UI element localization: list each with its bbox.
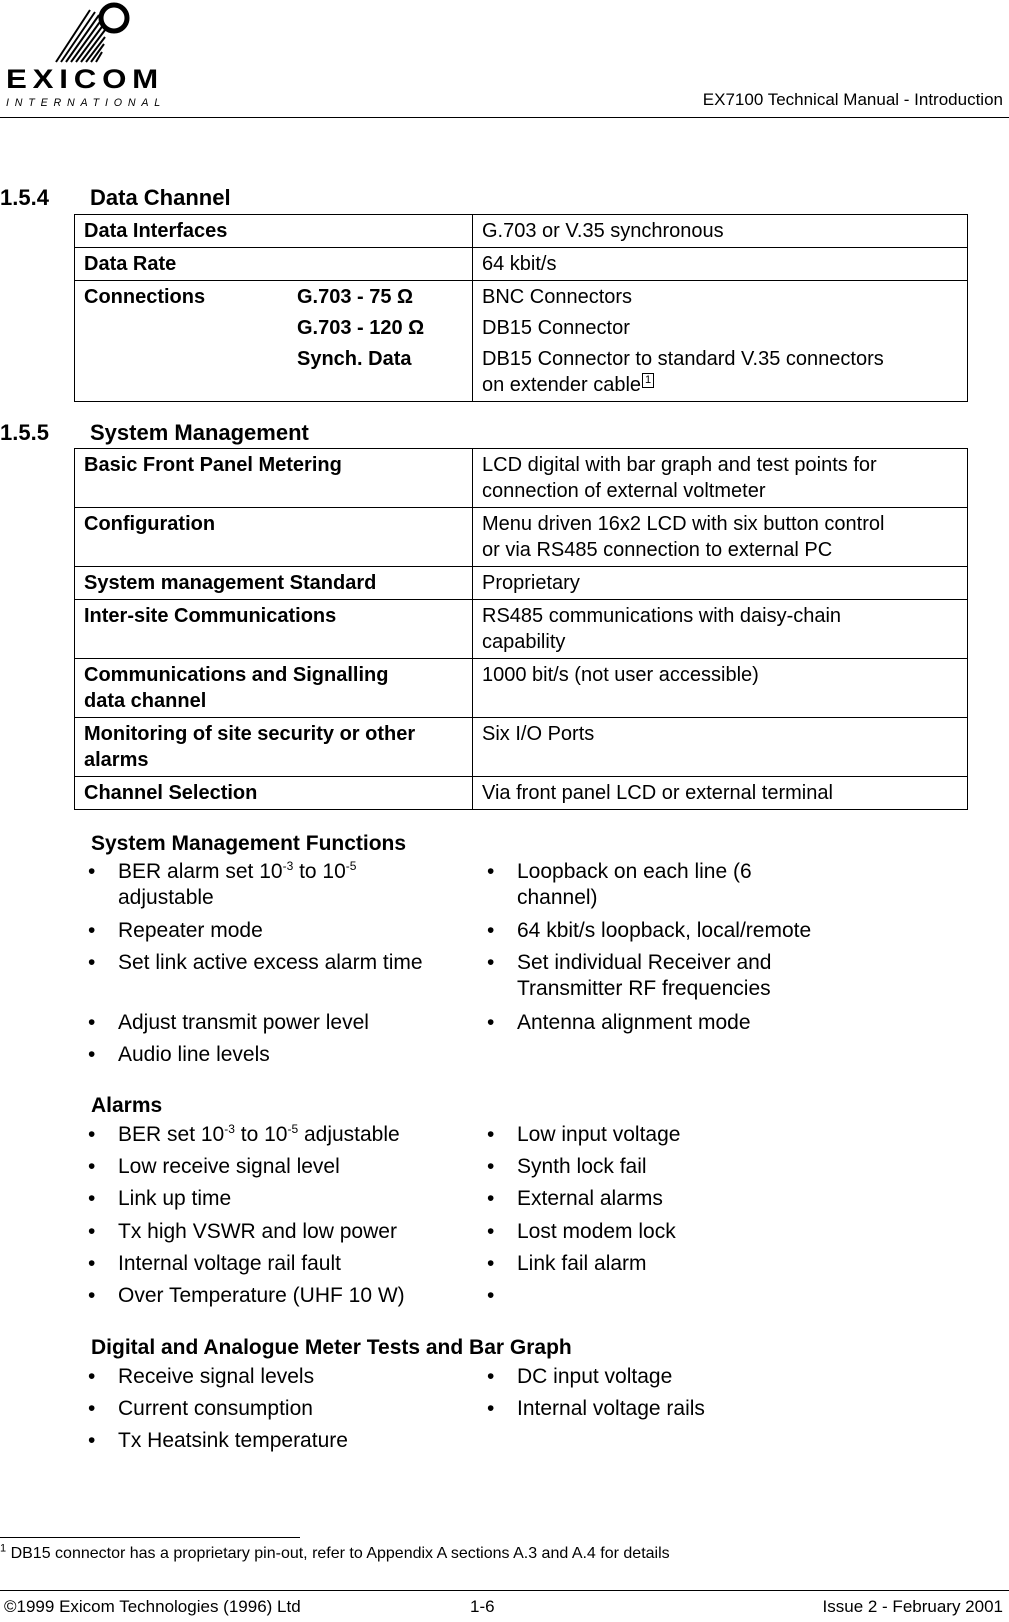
- row-label-cell: [75, 659, 473, 718]
- bullet-icon: •: [487, 919, 495, 942]
- footnote-divider: [0, 1537, 300, 1538]
- row-label: Connections: [84, 286, 206, 308]
- bullet-icon: •: [88, 1155, 96, 1178]
- row-value-cell: [473, 600, 968, 659]
- bullet-icon: •: [88, 1220, 96, 1243]
- bullet-icon: •: [88, 1397, 96, 1420]
- connection-type: G.703 - 75 Ω: [297, 286, 414, 308]
- row-label: Inter-site Communications: [75, 600, 473, 659]
- data-channel-table: [74, 214, 968, 402]
- row-label: alarms: [84, 749, 149, 771]
- row-value: DB15 Connector to standard V.35 connectors: [482, 348, 884, 370]
- row-label: Monitoring of site security or other: [84, 723, 416, 745]
- row-value: BNC Connectors: [482, 286, 633, 308]
- document-title: EX7100 Technical Manual - Introduction: [702, 90, 1003, 109]
- bullet-icon: •: [88, 919, 96, 942]
- row-value: RS485 communications with daisy-chain: [482, 605, 842, 627]
- bullet-icon: •: [487, 860, 495, 883]
- bullet-icon: •: [88, 1011, 96, 1034]
- footnote-reference[interactable]: 1: [642, 373, 654, 388]
- row-value: Proprietary: [473, 567, 968, 600]
- logo-wordmark: EXICOM: [6, 64, 164, 94]
- section-heading-system-management: [0, 420, 309, 446]
- bullet-icon: •: [487, 1397, 495, 1420]
- bullet-icon: •: [88, 860, 96, 883]
- bullet-icon: •: [487, 1284, 495, 1307]
- bullet-icon: •: [487, 1252, 495, 1275]
- row-value: G.703 or V.35 synchronous: [473, 215, 968, 248]
- footer-page-number: 1-6: [470, 1597, 495, 1616]
- table-row: [75, 449, 968, 508]
- row-value: Via front panel LCD or external terminal: [473, 777, 968, 810]
- row-label: Communications and Signalling: [84, 664, 389, 686]
- row-value: DB15 Connector: [482, 317, 630, 339]
- table-row: [75, 567, 968, 600]
- bullet-icon: •: [88, 1187, 96, 1210]
- table-row: [75, 718, 968, 777]
- connections-values: [473, 281, 968, 402]
- bullet-icon: •: [487, 951, 495, 974]
- table-row: [75, 508, 968, 567]
- table-row: [75, 248, 968, 281]
- section-heading-data-channel: [0, 185, 231, 211]
- row-value: Menu driven 16x2 LCD with six button control: [482, 513, 885, 535]
- bullet-icon: •: [487, 1187, 495, 1210]
- row-value: capability: [482, 631, 566, 653]
- footer-divider: [0, 1590, 1009, 1591]
- table-row: [75, 215, 968, 248]
- row-value: connection of external voltmeter: [482, 480, 766, 502]
- bullet-icon: •: [88, 951, 96, 974]
- footnote-text: DB15 connector has a proprietary pin-out, refer to Appendix A sections A.3 and A.4 for details: [6, 1545, 670, 1562]
- section-title: System Management: [90, 420, 309, 445]
- bullet-icon: •: [487, 1011, 495, 1034]
- row-label: Data Rate: [75, 248, 473, 281]
- header-divider: [0, 117, 1009, 118]
- row-value: or via RS485 connection to external PC: [482, 539, 833, 561]
- table-row: [75, 659, 968, 718]
- system-management-table: [74, 448, 968, 810]
- row-label: System management Standard: [75, 567, 473, 600]
- connection-type: G.703 - 120 Ω: [297, 317, 425, 339]
- functions-heading: System Management Functions: [91, 832, 407, 855]
- row-label: Configuration: [75, 508, 473, 567]
- connections-cell: [75, 281, 473, 402]
- meter-tests-heading: Digital and Analogue Meter Tests and Bar Graph: [91, 1336, 572, 1359]
- bullet-icon: •: [88, 1252, 96, 1275]
- exicom-logo: [4, 0, 170, 108]
- section-number: 1.5.4: [0, 185, 49, 210]
- row-label: Basic Front Panel Metering: [75, 449, 473, 508]
- row-value-cell: [473, 449, 968, 508]
- row-label-cell: [75, 718, 473, 777]
- table-row: [75, 777, 968, 810]
- row-value: LCD digital with bar graph and test points for: [482, 454, 877, 476]
- row-label: Channel Selection: [75, 777, 473, 810]
- bullet-icon: •: [88, 1284, 96, 1307]
- bullet-icon: •: [487, 1123, 495, 1146]
- row-value: 1000 bit/s (not user accessible): [473, 659, 968, 718]
- footer-issue: Issue 2 - February 2001: [822, 1597, 1003, 1616]
- footnote-number: 1: [0, 1542, 7, 1555]
- row-label: data channel: [84, 690, 207, 712]
- footnote: [0, 1542, 670, 1563]
- row-value-cell: [473, 508, 968, 567]
- table-row: [75, 281, 968, 402]
- footer-copyright: ©1999 Exicom Technologies (1996) Ltd: [4, 1597, 301, 1616]
- table-row: [75, 600, 968, 659]
- row-value: on extender cable: [482, 374, 642, 396]
- row-value: 64 kbit/s: [473, 248, 968, 281]
- row-label: Data Interfaces: [75, 215, 473, 248]
- bullet-icon: •: [88, 1429, 96, 1452]
- bullet-icon: •: [487, 1220, 495, 1243]
- bullet-icon: •: [487, 1155, 495, 1178]
- bullet-icon: •: [88, 1123, 96, 1146]
- bullet-icon: •: [487, 1365, 495, 1388]
- section-number: 1.5.5: [0, 420, 49, 445]
- bullet-icon: •: [88, 1043, 96, 1066]
- logo-subtext: INTERNATIONAL: [6, 97, 166, 108]
- row-value: Six I/O Ports: [473, 718, 968, 777]
- connection-type: Synch. Data: [297, 348, 412, 370]
- alarms-heading: Alarms: [91, 1094, 163, 1117]
- bullet-icon: •: [88, 1365, 96, 1388]
- section-title: Data Channel: [90, 185, 231, 210]
